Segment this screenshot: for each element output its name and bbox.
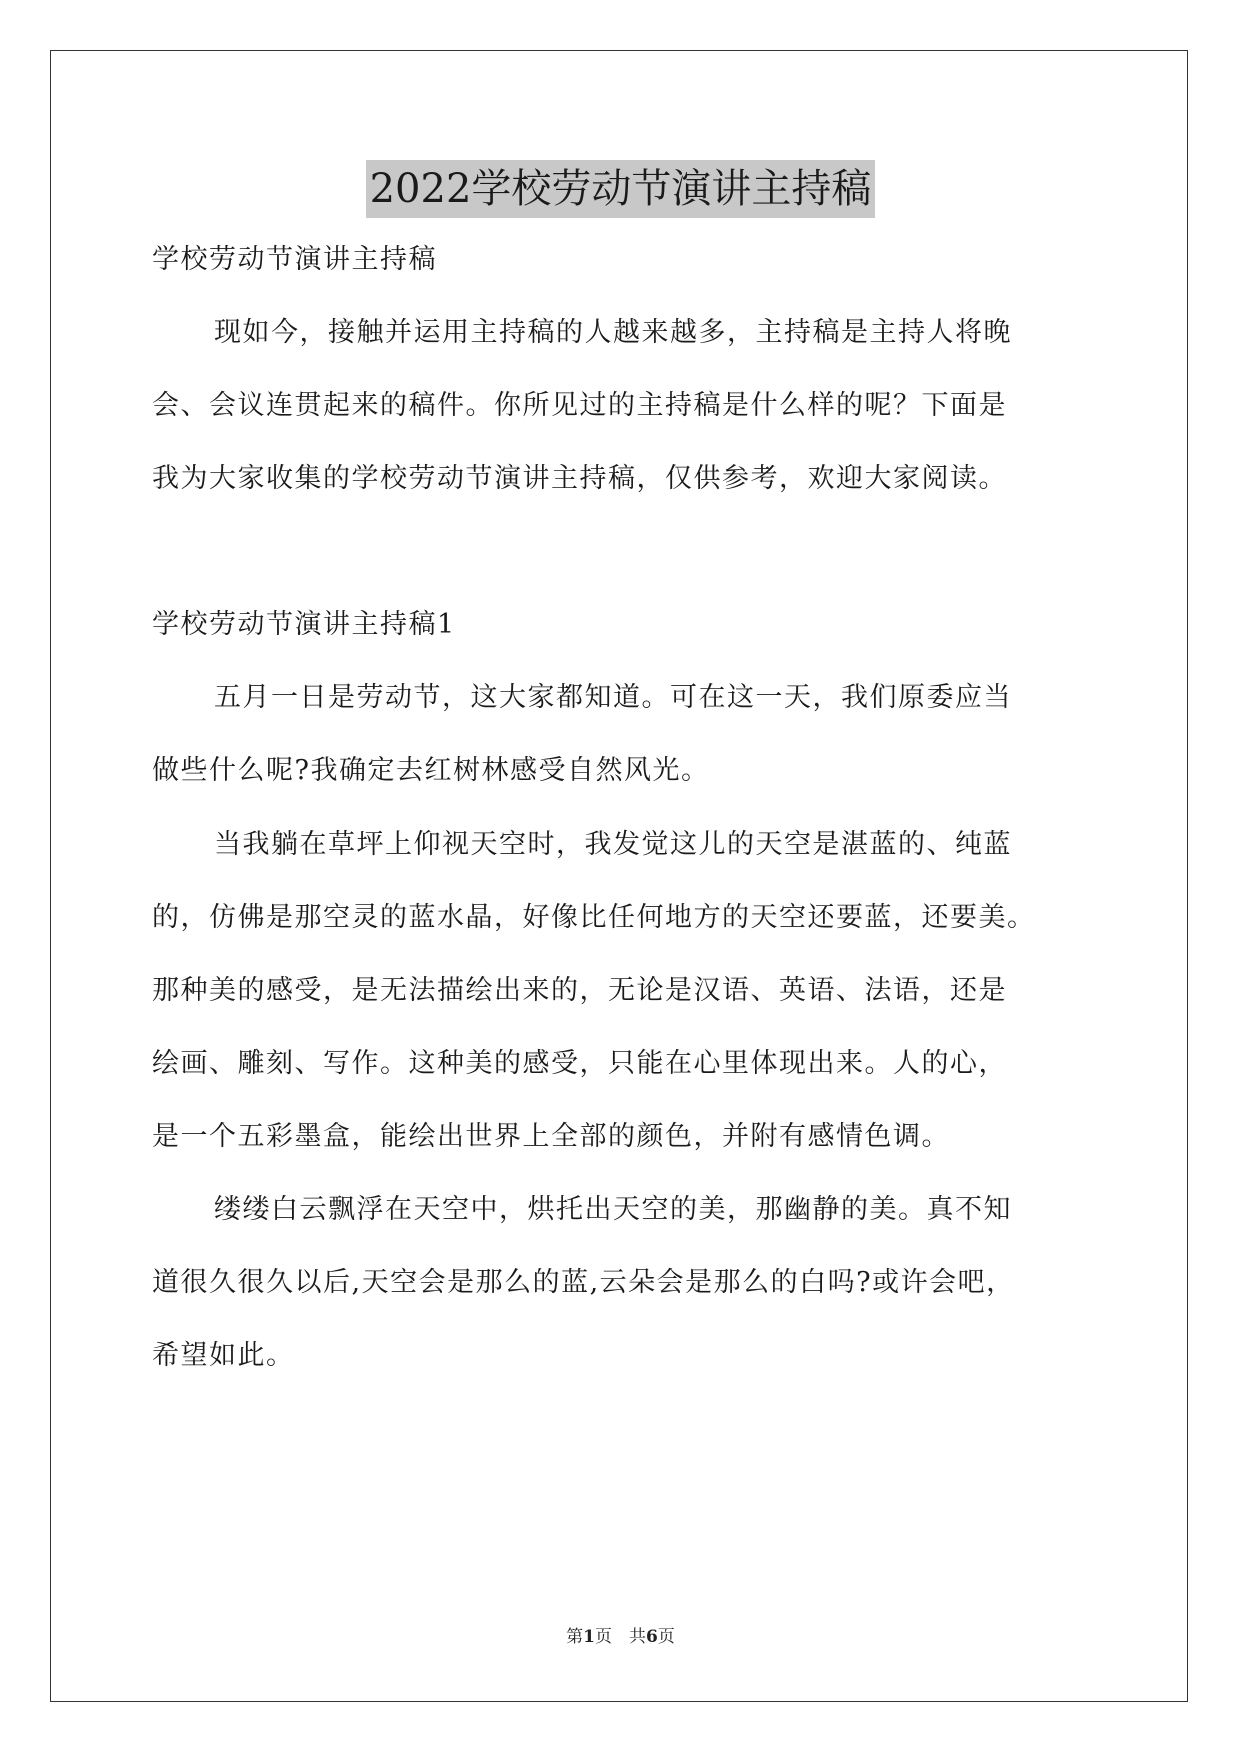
footer-suffix: 页 [657, 1627, 675, 1647]
paragraph-line: 希望如此。 [152, 1340, 295, 1371]
paragraph-line: 是一个五彩墨盒，能绘出世界上全部的颜色，并附有感情色调。 [152, 1121, 950, 1152]
paragraph-line: 绘画、雕刻、写作。这种美的感受，只能在心里体现出来。人的心， [152, 1048, 1007, 1079]
page-border [50, 50, 1188, 1702]
paragraph-line: 当我躺在草坪上仰视天空时，我发觉这儿的天空是湛蓝的、纯蓝 [214, 829, 1012, 860]
paragraph-line: 会、会议连贯起来的稿件。你所见过的主持稿是什么样的呢？下面是 [152, 390, 1007, 421]
paragraph-line: 现如今，接触并运用主持稿的人越来越多，主持稿是主持人将晚 [214, 317, 1012, 348]
paragraph-line: 那种美的感受，是无法描绘出来的，无论是汉语、英语、法语，还是 [152, 975, 1007, 1006]
paragraph-line: 五月一日是劳动节，这大家都知道。可在这一天，我们原委应当 [214, 682, 1012, 713]
paragraph-line: 我为大家收集的学校劳动节演讲主持稿，仅供参考，欢迎大家阅读。 [152, 463, 1007, 494]
paragraph-line: 缕缕白云飘浮在天空中，烘托出天空的美，那幽静的美。真不知 [214, 1194, 1012, 1225]
paragraph-line: 的，仿佛是那空灵的蓝水晶，好像比任何地方的天空还要蓝，还要美。 [152, 902, 1036, 933]
section-heading: 学校劳动节演讲主持稿1 [152, 609, 456, 640]
current-page-number: 1 [583, 1627, 595, 1647]
title-container [0, 160, 1241, 218]
footer-prefix: 第 [566, 1627, 584, 1647]
page-footer [0, 1622, 1241, 1647]
paragraph-line: 道很久很久以后,天空会是那么的蓝,云朵会是那么的白吗?或许会吧， [152, 1267, 1015, 1298]
footer-mid: 页 共 [595, 1627, 646, 1647]
document-title: 2022学校劳动节演讲主持稿 [366, 160, 876, 218]
total-page-number: 6 [646, 1627, 658, 1647]
subtitle: 学校劳动节演讲主持稿 [152, 244, 437, 275]
paragraph-line: 做些什么呢?我确定去红树林感受自然风光。 [152, 755, 710, 786]
